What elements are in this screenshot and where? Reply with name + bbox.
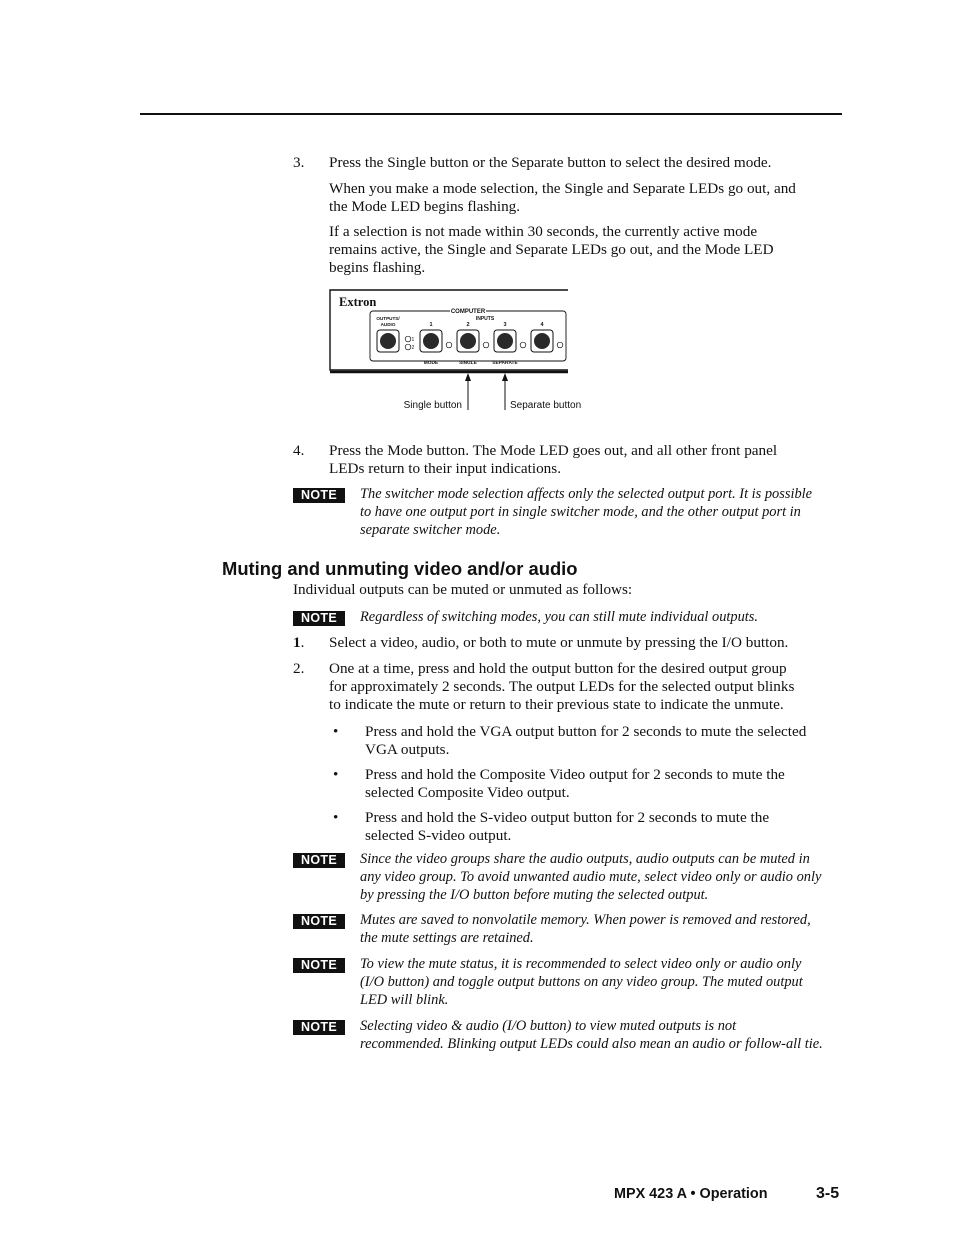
text-line: Since the video groups share the audio outputs, audio outputs can be muted in bbox=[360, 851, 810, 867]
step-text bbox=[329, 442, 839, 478]
input-button-knob bbox=[534, 333, 550, 349]
input-number: 1 bbox=[429, 322, 433, 328]
step-paragraph bbox=[329, 180, 839, 216]
bullet-marker: • bbox=[333, 723, 339, 740]
separate-label: SEPARATE bbox=[492, 361, 518, 366]
input-led bbox=[446, 342, 452, 348]
text-line: Regardless of switching modes, you can still mute individual outputs. bbox=[360, 609, 758, 625]
brand-logo: Extron bbox=[339, 295, 377, 309]
output-led-1 bbox=[405, 336, 411, 342]
note-text bbox=[360, 608, 844, 626]
text-line: LED will blink. bbox=[360, 992, 449, 1008]
note-badge: NOTE bbox=[293, 488, 345, 503]
text-line: to indicate the mute or return to their previous state to indicate the unmute. bbox=[329, 696, 784, 713]
step-number: 3. bbox=[293, 154, 305, 171]
step-number bbox=[293, 634, 323, 652]
outputs-label: OUTPUTS/ bbox=[376, 316, 400, 321]
input-button-knob bbox=[497, 333, 513, 349]
text-line: selected S-video output. bbox=[365, 827, 512, 844]
mode-label: MODE bbox=[423, 361, 439, 366]
bullet-item bbox=[365, 809, 843, 845]
text-line: the Mode LED begins flashing. bbox=[329, 198, 521, 215]
step-number: 4. bbox=[293, 442, 305, 459]
input-led bbox=[483, 342, 489, 348]
led-1-label: 1 bbox=[411, 337, 415, 343]
text-line: begins flashing. bbox=[329, 259, 426, 276]
input-number: 4 bbox=[540, 322, 544, 328]
single-button-callout: Single button bbox=[403, 400, 462, 411]
text-line: Press the Mode button. The Mode LED goes out, and all other front panel bbox=[329, 442, 778, 459]
input-number: 2 bbox=[466, 322, 470, 328]
front-panel-figure bbox=[322, 284, 602, 420]
text-line: Press and hold the Composite Video output for 2 seconds to mute the bbox=[365, 766, 785, 783]
step-number-suffix: . bbox=[300, 634, 305, 651]
separate-button-callout: Separate button bbox=[510, 400, 582, 411]
section-intro: Individual outputs can be muted or unmuted as follows: bbox=[293, 581, 633, 598]
text-line: remains active, the Single and Separate LEDs go out, and the Mode LED bbox=[329, 241, 774, 258]
text-line: Press and hold the S-video output button for 2 seconds to mute the bbox=[365, 809, 770, 826]
input-number: 3 bbox=[503, 322, 507, 328]
note-badge: NOTE bbox=[293, 853, 345, 868]
text-line: If a selection is not made within 30 seconds, the currently active mode bbox=[329, 223, 758, 240]
note-text bbox=[360, 850, 844, 904]
step-text: Select a video, audio, or both to mute or unmute by pressing the I/O button. bbox=[329, 634, 789, 651]
text-line: separate switcher mode. bbox=[360, 522, 501, 538]
step-text: Press the Single button or the Separate button to select the desired mode. bbox=[329, 154, 772, 171]
bullet-marker: • bbox=[333, 809, 339, 826]
text-line: Press and hold the VGA output button for 2 seconds to mute the selected bbox=[365, 723, 807, 740]
text-line: any video group. To avoid unwanted audio mute, select video only or audio only bbox=[360, 869, 822, 885]
text-line: the mute settings are retained. bbox=[360, 930, 534, 946]
text-line: To view the mute status, it is recommended to select video only or audio only bbox=[360, 956, 802, 972]
text-line: VGA outputs. bbox=[365, 741, 450, 758]
step-paragraph bbox=[329, 223, 839, 277]
note-badge: NOTE bbox=[293, 958, 345, 973]
separate-callout-arrowhead bbox=[502, 373, 508, 381]
note-badge: NOTE bbox=[293, 1020, 345, 1035]
note-text bbox=[360, 955, 844, 1009]
step-text bbox=[329, 660, 844, 714]
text-line: to have one output port in single switcher mode, and the other output port in bbox=[360, 504, 801, 520]
output-led-2 bbox=[405, 344, 411, 350]
input-led bbox=[557, 342, 563, 348]
text-line: One at a time, press and hold the output button for the desired output group bbox=[329, 660, 787, 677]
text-line: Mutes are saved to nonvolatile memory. When power is removed and restored, bbox=[360, 912, 811, 928]
bullet-item bbox=[365, 766, 843, 802]
bullet-item bbox=[365, 723, 843, 759]
footer-title: MPX 423 A • Operation bbox=[614, 1186, 768, 1202]
inputs-label: INPUTS bbox=[475, 316, 495, 322]
note-text bbox=[360, 911, 844, 947]
input-button-knob bbox=[460, 333, 476, 349]
page-number: 3-5 bbox=[816, 1185, 840, 1202]
step-number: 2. bbox=[293, 660, 305, 677]
single-callout-arrowhead bbox=[465, 373, 471, 381]
text-line: When you make a mode selection, the Single and Separate LEDs go out, and bbox=[329, 180, 796, 197]
note-text bbox=[360, 1017, 844, 1053]
computer-label: COMPUTER bbox=[450, 309, 486, 315]
note-text bbox=[360, 485, 844, 539]
single-label: SINGLE bbox=[459, 361, 477, 366]
text-line: recommended. Blinking output LEDs could also mean an audio or follow-all tie. bbox=[360, 1036, 823, 1052]
section-heading: Muting and unmuting video and/or audio bbox=[222, 558, 578, 579]
text-line: selected Composite Video output. bbox=[365, 784, 570, 801]
text-line: LEDs return to their input indications. bbox=[329, 460, 561, 477]
bullet-marker: • bbox=[333, 766, 339, 783]
header-rule bbox=[140, 113, 842, 115]
text-line: Selecting video & audio (I/O button) to view muted outputs is not bbox=[360, 1018, 737, 1034]
text-line: The switcher mode selection affects only the selected output port. It is possible bbox=[360, 486, 813, 502]
input-led bbox=[520, 342, 526, 348]
step-number-bold: 1 bbox=[293, 634, 301, 651]
text-line: (I/O button) and toggle output buttons on any video group. The muted output bbox=[360, 974, 803, 990]
text-line: for approximately 2 seconds. The output LEDs for the selected output blinks bbox=[329, 678, 795, 695]
output-button-knob bbox=[380, 333, 396, 349]
led-2-label: 2 bbox=[411, 345, 415, 351]
text-line: by pressing the I/O button before muting the selected output. bbox=[360, 887, 709, 903]
note-badge: NOTE bbox=[293, 611, 345, 626]
audio-label: AUDIO bbox=[380, 322, 396, 327]
note-badge: NOTE bbox=[293, 914, 345, 929]
input-button-knob bbox=[423, 333, 439, 349]
